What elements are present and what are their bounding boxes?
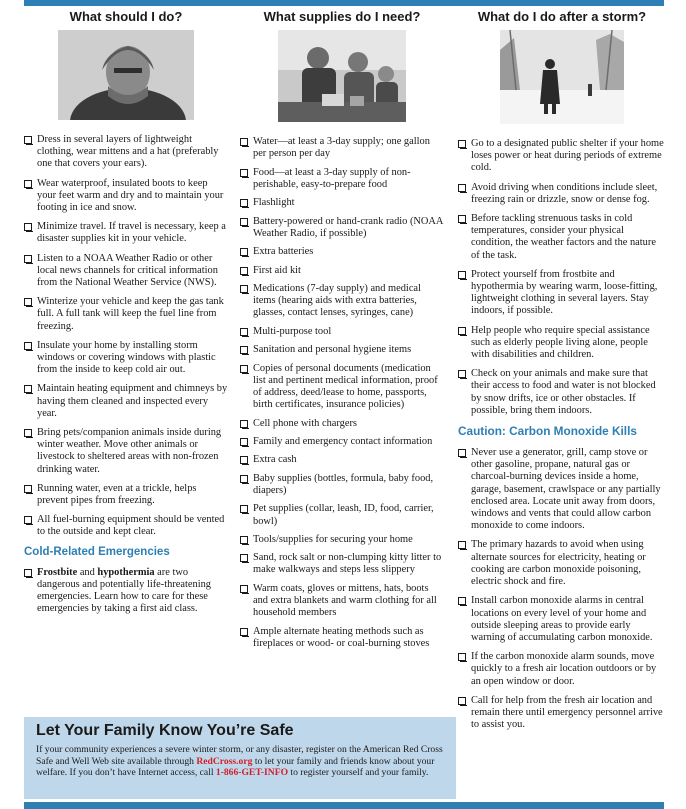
column-title: What supplies do I need? bbox=[263, 9, 421, 24]
list-item: Go to a designated public shelter if your home loses power or heat during periods of extreme cold. bbox=[458, 138, 666, 175]
checkbox-icon[interactable] bbox=[24, 429, 32, 437]
list-item: Extra batteries bbox=[240, 246, 444, 258]
list-item: Maintain heating equipment and chimneys by having them cleaned and inspected every year. bbox=[24, 383, 228, 420]
checkbox-icon[interactable] bbox=[240, 438, 248, 446]
checkbox-icon[interactable] bbox=[24, 136, 32, 144]
checkbox-icon[interactable] bbox=[458, 271, 466, 279]
keyword-hypothermia: hypothermia bbox=[97, 566, 155, 578]
list-item: Sanitation and personal hygiene items bbox=[240, 344, 444, 356]
checkbox-icon[interactable] bbox=[24, 342, 32, 350]
checkbox-icon[interactable] bbox=[240, 365, 248, 373]
list-item: Winterize your vehicle and keep the gas tank full. A full tank will keep the fuel line from freezing. bbox=[24, 296, 228, 333]
photo-man-in-winter-clothes bbox=[58, 30, 194, 120]
list-item: Family and emergency contact information bbox=[240, 436, 444, 448]
column-title: What should I do? bbox=[69, 9, 183, 24]
section-heading-cold-emergencies: Cold-Related Emergencies bbox=[24, 545, 170, 558]
checkbox-icon[interactable] bbox=[240, 169, 248, 177]
list-item: Cell phone with chargers bbox=[240, 418, 444, 430]
list-item: Avoid driving when conditions include sleet, freezing rain or drizzle, snow or dense fog. bbox=[458, 182, 666, 206]
keyword-frostbite: Frostbite bbox=[37, 566, 78, 578]
column-what-should-i-do bbox=[24, 8, 228, 623]
section-heading-carbon-monoxide: Caution: Carbon Monoxide Kills bbox=[458, 424, 637, 439]
list-item: Baby supplies (bottles, formula, baby food, diapers) bbox=[240, 473, 444, 497]
checkbox-icon[interactable] bbox=[240, 267, 248, 275]
list-item: Protect yourself from frostbite and hypothermia by wearing warm, loose-fitting, lightweight clothing in several layers. Stay indoors, if possible. bbox=[458, 269, 666, 318]
list-item: Medications (7-day supply) and medical items (hearing aids with extra batteries, glasses, contact lenses, syringes, cane) bbox=[240, 283, 444, 320]
checkbox-icon[interactable] bbox=[458, 653, 466, 661]
list-item: Flashlight bbox=[240, 197, 444, 209]
list-item: Never use a generator, grill, camp stove or other gasoline, propane, natural gas or charcoal-burning devices inside a home, garage, basement, crawlspace or any partially enclosed area. Locate unit away from doors, windows and vents that could allow carbon monoxide to come indoors. bbox=[458, 447, 666, 532]
list-item: If the carbon monoxide alarm sounds, move quickly to a fresh air location outdoors or by an open window or door. bbox=[458, 651, 666, 688]
list-item: Extra cash bbox=[240, 454, 444, 466]
checkbox-icon[interactable] bbox=[458, 541, 466, 549]
list-item: All fuel-burning equipment should be vented to the outside and kept clear. bbox=[24, 514, 228, 538]
checkbox-icon[interactable] bbox=[458, 327, 466, 335]
checkbox-icon[interactable] bbox=[240, 505, 248, 513]
checkbox-icon[interactable] bbox=[458, 597, 466, 605]
checkbox-icon[interactable] bbox=[458, 697, 466, 705]
list-item: Frostbite and hypothermia are two dangerous and potentially life-threatening emergencies. Learn how to care for these emergencies by taking a first aid class. bbox=[24, 567, 228, 616]
column-title: What do I do after a storm? bbox=[477, 9, 647, 24]
list-item: Minimize travel. If travel is necessary, keep a disaster supplies kit in your vehicle. bbox=[24, 221, 228, 245]
list-item: Bring pets/companion animals inside during winter weather. Move other animals or livestock to sheltered areas with non-frozen drinking water. bbox=[24, 427, 228, 476]
redcross-link[interactable]: RedCross.org bbox=[196, 755, 253, 767]
checkbox-icon[interactable] bbox=[458, 184, 466, 192]
list-item: Multi-purpose tool bbox=[240, 326, 444, 338]
list-item: Sand, rock salt or non-clumping kitty litter to make walkways and steps less slippery bbox=[240, 552, 444, 576]
photo-family-with-supplies bbox=[278, 30, 406, 122]
checkbox-icon[interactable] bbox=[240, 420, 248, 428]
list-item: Before tackling strenuous tasks in cold temperatures, consider your physical condition, the weather factors and the nature of the task. bbox=[458, 213, 666, 262]
checkbox-icon[interactable] bbox=[240, 218, 248, 226]
checkbox-icon[interactable] bbox=[24, 255, 32, 263]
checkbox-icon[interactable] bbox=[240, 554, 248, 562]
banner-text: If your community experiences a severe winter storm, or any disaster, register on the American Red Cross Safe and Well Web site available through RedCross.org to let your family and friends know about your welfare. If you don’t have Internet access, call 1-866-GET-INFO to register yourself and your family. bbox=[36, 744, 443, 779]
checkbox-icon[interactable] bbox=[24, 385, 32, 393]
checkbox-icon[interactable] bbox=[458, 215, 466, 223]
list-item: Ample alternate heating methods such as fireplaces or wood- or coal-burning stoves bbox=[240, 626, 444, 650]
list-item: Water—at least a 3-day supply; one gallon per person per day bbox=[240, 136, 444, 160]
checkbox-icon[interactable] bbox=[240, 248, 248, 256]
list-item: Wear waterproof, insulated boots to keep your feet warm and dry and to maintain your footing in ice and snow. bbox=[24, 178, 228, 215]
list-item: Help people who require special assistance such as elderly people living alone, people with disabilities and children. bbox=[458, 325, 666, 362]
list-item: Food—at least a 3-day supply of non-perishable, easy-to-prepare food bbox=[240, 167, 444, 191]
checkbox-icon[interactable] bbox=[458, 370, 466, 378]
checkbox-icon[interactable] bbox=[24, 516, 32, 524]
list-item: Warm coats, gloves or mittens, hats, boots and extra blankets and warm clothing for all household members bbox=[240, 583, 444, 620]
list-item: Dress in several layers of lightweight clothing, wear mittens and a hat (preferably one that covers your ears). bbox=[24, 134, 228, 171]
list-item: Install carbon monoxide alarms in central locations on every level of your home and outside sleeping areas to provide early warning of accumulating carbon monoxide. bbox=[458, 595, 666, 644]
checkbox-icon[interactable] bbox=[240, 328, 248, 336]
list-item: The primary hazards to avoid when using alternate sources for electricity, heating or cooking are carbon monoxide poisoning, electric shock and fire. bbox=[458, 539, 666, 588]
checkbox-icon[interactable] bbox=[24, 298, 32, 306]
action-checklist bbox=[24, 134, 228, 539]
checkbox-icon[interactable] bbox=[240, 138, 248, 146]
supplies-checklist bbox=[240, 136, 444, 650]
list-item: Insulate your home by installing storm windows or covering windows with plastic from the inside to keep cold air out. bbox=[24, 340, 228, 377]
checkbox-icon[interactable] bbox=[240, 456, 248, 464]
list-item: Copies of personal documents (medication list and pertinent medical information, proof of address, deed/lease to home, passports, birth certificates, insurance policies) bbox=[240, 363, 444, 412]
checkbox-icon[interactable] bbox=[240, 199, 248, 207]
checkbox-icon[interactable] bbox=[240, 585, 248, 593]
column-what-supplies bbox=[240, 8, 444, 656]
checkbox-icon[interactable] bbox=[24, 485, 32, 493]
phone-number[interactable]: 1-866-GET-INFO bbox=[215, 767, 289, 779]
list-item: First aid kit bbox=[240, 265, 444, 277]
photo-person-walking-in-snow bbox=[500, 30, 624, 124]
checkbox-icon[interactable] bbox=[458, 449, 466, 457]
list-item: Check on your animals and make sure that their access to food and water is not blocked by snow drifts, ice or other obstacles. If possible, bring them indoors. bbox=[458, 368, 666, 417]
list-item: Battery-powered or hand-crank radio (NOAA Weather Radio, if possible) bbox=[240, 216, 444, 240]
carbon-monoxide-checklist bbox=[458, 447, 666, 731]
family-safe-banner bbox=[24, 717, 456, 799]
list-item: Pet supplies (collar, leash, ID, food, carrier, bowl) bbox=[240, 503, 444, 527]
checkbox-icon[interactable] bbox=[240, 628, 248, 636]
after-storm-checklist bbox=[458, 138, 666, 417]
bottom-accent-bar bbox=[24, 802, 664, 809]
checkbox-icon[interactable] bbox=[458, 140, 466, 148]
column-after-storm bbox=[458, 8, 666, 738]
checkbox-icon[interactable] bbox=[240, 346, 248, 354]
checkbox-icon[interactable] bbox=[240, 536, 248, 544]
checkbox-icon[interactable] bbox=[24, 569, 32, 577]
list-item: Running water, even at a trickle, helps prevent pipes from freezing. bbox=[24, 483, 228, 507]
top-accent-bar bbox=[24, 0, 664, 6]
banner-title: Let Your Family Know You’re Safe bbox=[36, 722, 294, 739]
list-item: Tools/supplies for securing your home bbox=[240, 534, 444, 546]
checkbox-icon[interactable] bbox=[24, 180, 32, 188]
emergency-checklist bbox=[24, 567, 228, 616]
checkbox-icon[interactable] bbox=[24, 223, 32, 231]
checkbox-icon[interactable] bbox=[240, 475, 248, 483]
list-item: Call for help from the fresh air location and remain there until emergency personnel arrive to assist you. bbox=[458, 695, 666, 732]
list-item: Listen to a NOAA Weather Radio or other local news channels for critical information from the National Weather Service (NWS). bbox=[24, 253, 228, 290]
checkbox-icon[interactable] bbox=[240, 285, 248, 293]
